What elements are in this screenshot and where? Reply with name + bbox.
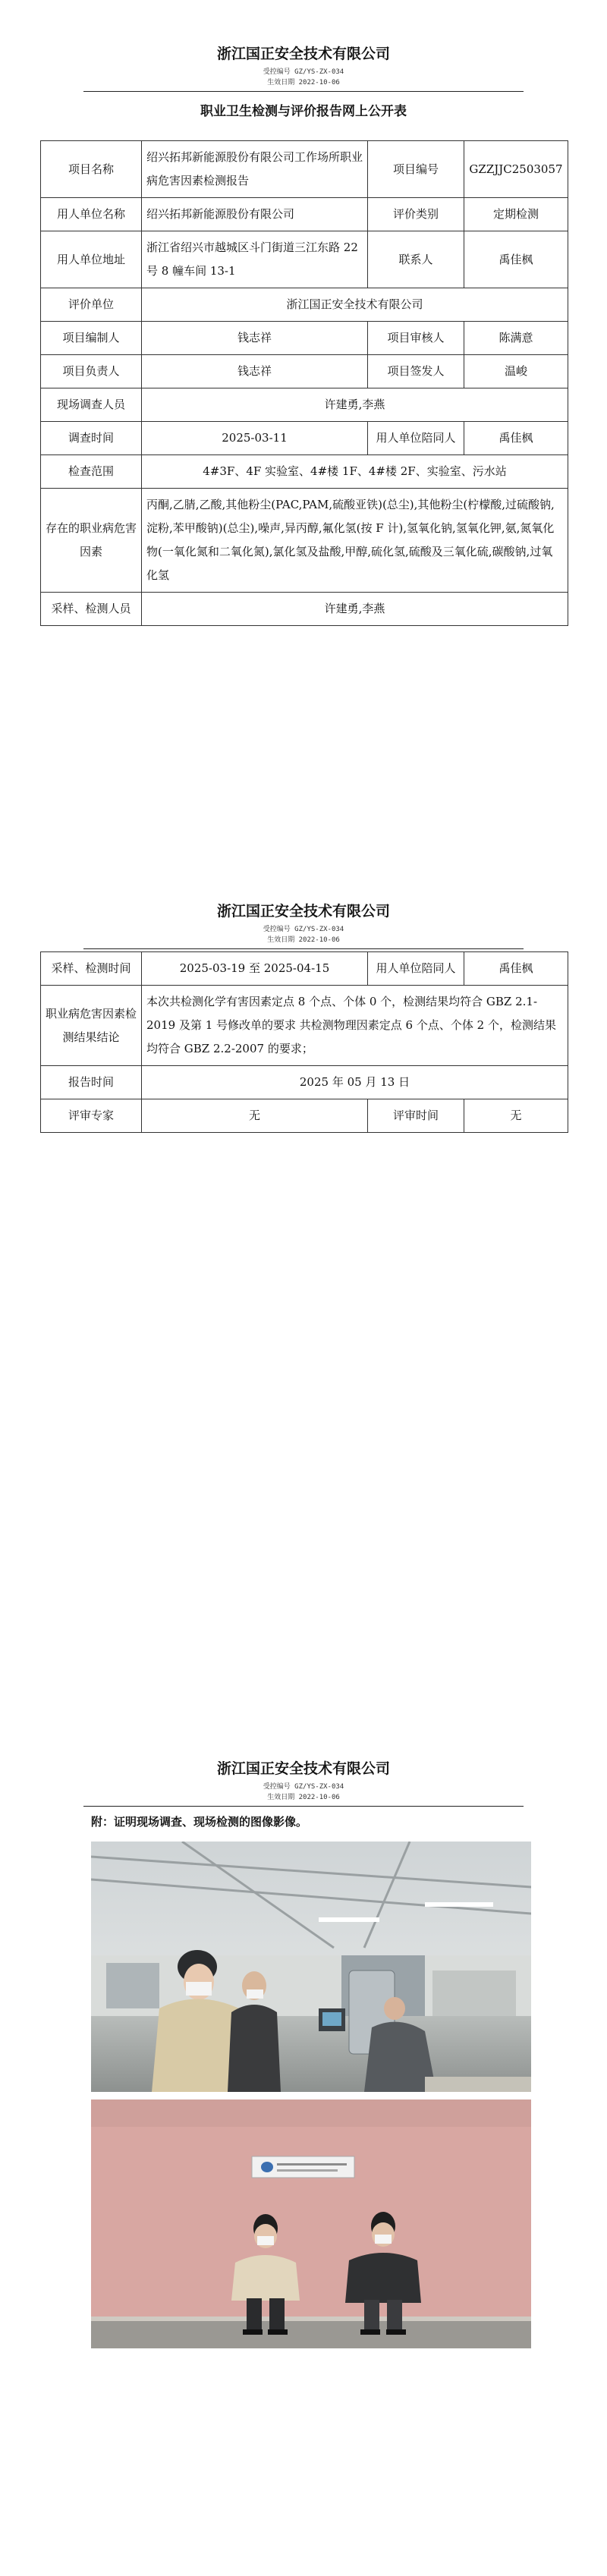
review-time-value: 无: [464, 1099, 568, 1133]
table-row: [41, 141, 568, 198]
header-effective-date: 生效日期 2022-10-06: [267, 1794, 340, 1801]
table-row: [41, 986, 568, 1066]
survey-time-label: 调查时间: [41, 422, 142, 455]
header-company: 浙江国正安全技术有限公司: [216, 1760, 390, 1777]
table-row: [41, 1099, 568, 1133]
page-3: [0, 1715, 607, 2576]
report-result-table: [40, 951, 568, 1133]
investigators-label: 现场调查人员: [41, 388, 142, 422]
companion-label: 用人单位陪同人: [368, 422, 464, 455]
conclusion-value: 本次共检测化学有害因素定点 8 个点、个体 0 个，检测结果均符合 GBZ 2.1-2019 及第 1 号修改单的要求 共检测物理因素定点 6 个点、个体 2 个，检测结果均符合 GBZ 2.2-2007 的要求；: [142, 986, 568, 1066]
report-info-table: [40, 140, 568, 626]
compiler-value: 钱志祥: [142, 322, 368, 355]
table-row: [41, 489, 568, 593]
report-time-label: 报告时间: [41, 1066, 142, 1099]
contact-label: 联系人: [368, 231, 464, 288]
experts-value: 无: [142, 1099, 368, 1133]
eval-type-label: 评价类别: [368, 198, 464, 231]
table-row: [41, 455, 568, 489]
header-company: 浙江国正安全技术有限公司: [216, 46, 390, 62]
issuer-label: 项目签发人: [368, 355, 464, 388]
page-2: [0, 857, 607, 1715]
header-control-no: 受控编号 GZ/YS-ZX-034: [263, 1783, 344, 1791]
project-name-label: 项目名称: [41, 141, 142, 198]
address-label: 用人单位地址: [41, 231, 142, 288]
survey-time-value: 2025-03-11: [142, 422, 368, 455]
sampling-time-label: 采样、检测时间: [41, 952, 142, 986]
table-row: [41, 593, 568, 626]
attachment-note: 附：证明现场调查、现场检测的图像影像。: [91, 1815, 308, 1829]
eval-unit-value: 浙江国正安全技术有限公司: [142, 288, 568, 322]
sampling-time-value: 2025-03-19 至 2025-04-15: [142, 952, 368, 986]
companion-value: 禹佳枫: [464, 952, 568, 986]
table-row: [41, 288, 568, 322]
conclusion-label: 职业病危害因素检测结果结论: [41, 986, 142, 1066]
header-rule: [83, 948, 524, 949]
header-control-no: 受控编号 GZ/YS-ZX-034: [263, 68, 344, 76]
contact-value: 禹佳枫: [464, 231, 568, 288]
address-value: 浙江省绍兴市越城区斗门街道三江东路 22 号 8 幢车间 13-1: [142, 231, 368, 288]
table-row: [41, 388, 568, 422]
table-row: [41, 322, 568, 355]
table-row: [41, 231, 568, 288]
companion-label: 用人单位陪同人: [368, 952, 464, 986]
header-effective-date: 生效日期 2022-10-06: [267, 79, 340, 86]
site-survey-photo: [91, 1842, 531, 2092]
page-1: [0, 0, 607, 857]
experts-label: 评审专家: [41, 1099, 142, 1133]
hazards-label: 存在的职业病危害因素: [41, 489, 142, 593]
scope-value: 4#3F、4F 实验室、4#楼 1F、4#楼 2F、实验室、污水站: [142, 455, 568, 489]
leader-label: 项目负责人: [41, 355, 142, 388]
investigators-value: 许建勇,李燕: [142, 388, 568, 422]
samplers-value: 许建勇,李燕: [142, 593, 568, 626]
employer-value: 绍兴拓邦新能源股份有限公司: [142, 198, 368, 231]
project-no-label: 项目编号: [368, 141, 464, 198]
header-control-no: 受控编号 GZ/YS-ZX-034: [263, 926, 344, 933]
companion-value: 禹佳枫: [464, 422, 568, 455]
issuer-value: 温峻: [464, 355, 568, 388]
header-company: 浙江国正安全技术有限公司: [216, 903, 390, 920]
table-row: [41, 1066, 568, 1099]
eval-unit-label: 评价单位: [41, 288, 142, 322]
site-visit-photo: [91, 2099, 531, 2348]
reviewer-label: 项目审核人: [368, 322, 464, 355]
leader-value: 钱志祥: [142, 355, 368, 388]
review-time-label: 评审时间: [368, 1099, 464, 1133]
scope-label: 检查范围: [41, 455, 142, 489]
samplers-label: 采样、检测人员: [41, 593, 142, 626]
table-row: [41, 198, 568, 231]
document-title: 职业卫生检测与评价报告网上公开表: [200, 104, 407, 119]
report-time-value: 2025 年 05 月 13 日: [142, 1066, 568, 1099]
header-rule: [83, 1806, 524, 1807]
table-row: [41, 952, 568, 986]
eval-type-value: 定期检测: [464, 198, 568, 231]
table-row: [41, 422, 568, 455]
project-name-value: 绍兴拓邦新能源股份有限公司工作场所职业病危害因素检测报告: [142, 141, 368, 198]
header-effective-date: 生效日期 2022-10-06: [267, 936, 340, 944]
table-row: [41, 355, 568, 388]
employer-label: 用人单位名称: [41, 198, 142, 231]
project-no-value: GZZJJC2503057: [464, 141, 568, 198]
reviewer-value: 陈满意: [464, 322, 568, 355]
header-rule: [83, 91, 524, 92]
hazards-value: 丙酮,乙腈,乙酸,其他粉尘(PAC,PAM,硫酸亚铁)(总尘),其他粉尘(柠檬酸,过硫酸钠,淀粉,苯甲酸钠)(总尘),噪声,异丙醇,氟化氢(按 F 计),氢氧化钠,氢氧化钾,氨,氮氧化物(一氧化氮和二氧化氮),氯化氢及盐酸,甲醇,硫化氢,硫酸及三氧化硫,碳酸钠,过氧化氢: [142, 489, 568, 593]
compiler-label: 项目编制人: [41, 322, 142, 355]
